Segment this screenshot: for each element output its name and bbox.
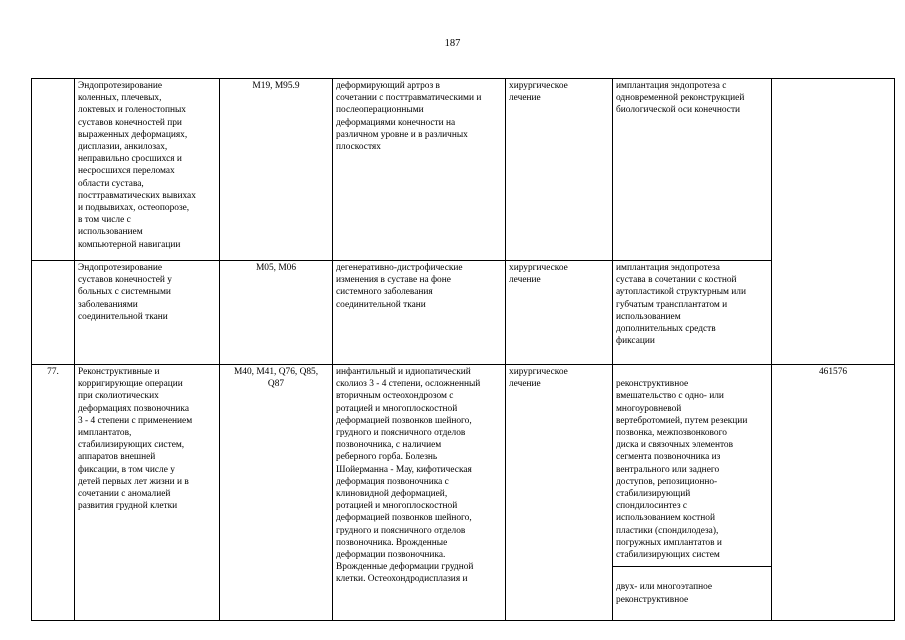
table-row [32,365,895,621]
table-row [32,261,895,365]
procedure-name-cell: Эндопротезирование коленных, плечевых, локтевых и голеностопных суставов конечностей при выраженных деформациях, дисплазии, анкилозах, неправильно сросшихся и несросшихся переломах области сустава, посттравматических вывихах и подвывихах, остеопорозе, в том числе с использованием компьютерной навигации [75,79,220,261]
icd-codes-cell: M05, M06 [220,261,333,365]
table-row [32,79,895,261]
row-number-cell: 77. [32,365,75,621]
patient-model-cell: деформирующий артроз в сочетании с посттравматическими и послеоперационными деформациями конечности на различном уровне и в различных плоскостях [333,79,506,261]
row-number-cell [32,261,75,365]
row-number-cell [32,79,75,261]
medical-procedures-table [31,78,895,621]
cost-cell: 461576 [772,365,895,621]
procedure-name-cell: Эндопротезирование суставов конечностей у больных с системными заболеваниями соединительной ткани [75,261,220,365]
patient-model-cell: дегенеративно-дистрофические изменения в суставе на фоне системного заболевания соединительной ткани [333,261,506,365]
treatment-type-cell: хирургическое лечение [506,79,613,261]
treatment-method-continued-text: двух- или многоэтапное реконструктивное [616,582,713,605]
treatment-method-text: реконструктивное вмешательство с одно- или многоуровневой вертебротомией, путем резекции позвонка, межпозвонкового диска и связочных элементов сегмента позвоночника из вентрального или заднего доступов, репозиционно- стабилизирующий спондилосинтез с использованием костной пластики (спондилодеза), погружных имплантатов и стабилизирующих систем [613,377,771,567]
cost-cell [772,79,895,365]
icd-codes-cell: M40, M41, Q76, Q85, Q87 [220,365,333,621]
treatment-type-cell: хирургическое лечение [506,365,613,621]
page-number: 187 [444,38,461,49]
treatment-method-cell: имплантация эндопротеза с одновременной реконструкцией биологической оси конечности [613,79,772,261]
treatment-method-cell: имплантация эндопротеза сустава в сочетании с костной аутопластикой структурным или губчатым трансплантатом и использованием дополнительных средств фиксации [613,261,772,365]
icd-codes-cell: M19, M95.9 [220,79,333,261]
patient-model-cell: инфантильный и идиопатический сколиоз 3 - 4 степени, осложненный вторичным остеохондрозом с ротацией и многоплоскостной деформацией позвонков шейного, грудного и поясничного отделов позвоночника, с наличием реберного горба. Болезнь Шойерманна - Мау, кифотическая деформация позвоночника с клиновидной деформацией, ротацией и многоплоскостной деформацией позвонков шейного, грудного и поясничного отделов позвоночника. Врожденные деформации позвоночника. Врожденные деформации грудной клетки. Остеохондродисплазия и [333,365,506,621]
treatment-type-cell: хирургическое лечение [506,261,613,365]
procedure-name-cell: Реконструктивные и корригирующие операции при сколиотических деформациях позвоночника 3 - 4 степени с применением имплантатов, стабилизирующих систем, аппаратов внешней фиксации, в том числе у детей первых лет жизни и в сочетании с аномалией развития грудной клетки [75,365,220,621]
treatment-method-cell [613,365,772,621]
